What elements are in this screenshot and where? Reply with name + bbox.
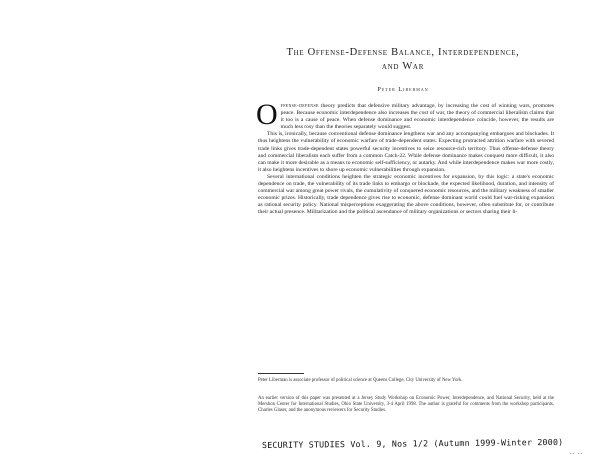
author-footnote: Peter Liberman is associate professor of political science at Queens College, City University of New York.: [258, 378, 463, 383]
paragraph-3: Several international conditions heighten the strategic economic incentives for expansion, by this logic: a state's economic dependence on trade, the vulnerability of its trade links to embargo or blockade, the expected likelihood, duration, and intensity of commercial war among great power rivals, the cumulativity of conquered economic resources, and the military weakness of smaller economic prizes. Historically, trade dependence gives rise to economic, defense dominant world could fuel war-risking expansion as rational security policy. National misperceptions exaggerating the above conditions, however, often substitute for, or contribute their actual presence. Militarization and the political ascendance of military organizations or sectors sharing their li-: [258, 173, 554, 216]
title-line-2: and War: [381, 61, 425, 72]
footnote-rule: [258, 373, 304, 374]
paragraph-2: This is, ironically, because conventional defense dominance lengthens war and any accompanying embargoes and blockades. It thus heightens the vulnerability of economic warfare of trade-dependent states. Expecting protracted attrition warfare with severed trade links gives trade-dependent states powerful security incentives to seize resource-rich territory. Thus offense-defense theory and commercial liberalism each suffer from a common Catch-22. While defense dominance makes conquest more difficult, it also can make it more desirable as a means to economic self-sufficiency, or autarky. And while interdependence makes war more costly, it also heightens incentives to shore up economic vulnerabilities through expansion.: [258, 131, 554, 173]
article-body: [256, 98, 554, 217]
handwritten-citation: SECURITY STUDIES Vol. 9, Nos 1/2 (Autumn 1999-Winter 2000): [261, 436, 564, 450]
author-name: Peter Liberman: [377, 86, 429, 93]
lead-small-caps: ffense-defense: [280, 103, 319, 109]
title-line-1: The Offense-Defense Balance, Interdependence,: [286, 47, 520, 58]
article-title: [258, 46, 548, 74]
acknowledgement-footnote: An earlier version of this paper was presented at a Jersey Study Workshop on Economic Power, Interdependence, and National Security, held at the Mershon Center for International Studies, Ohio State University, 3-4 April 1998. The author is grateful for comments from the workshop participants, Charles Glaser, and the anonymous reviewers for Security Studies.: [258, 396, 554, 413]
paragraph-1-text: theory predicts that defensive military advantage, by increasing the cost of winning wars, promotes peace. Because economic interdependence also increases the cost of war, the theory of commercial liberalism claims that it too is a cause of peace. When defense dominance and economic interdependence coincide, however, the results are much less rosy than the theories separately would suggest.: [280, 103, 554, 131]
page-number: -- --: [570, 452, 583, 457]
drop-cap: O: [256, 98, 278, 131]
paragraph-1: [256, 98, 554, 131]
